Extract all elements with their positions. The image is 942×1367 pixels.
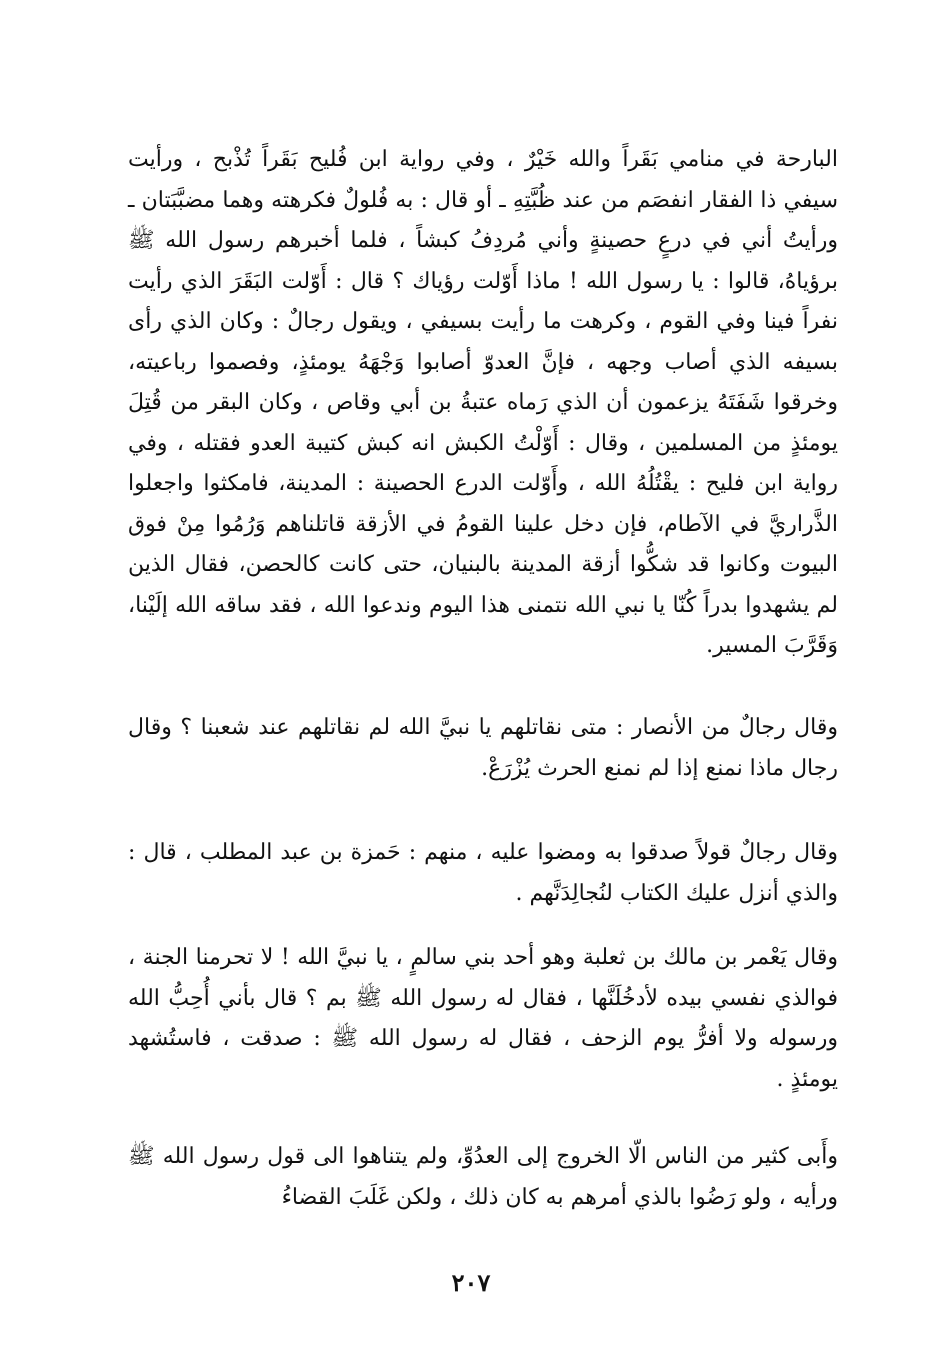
paragraph-2: وقال رجالٌ من الأنصار : متى نقاتلهم يا نبيَّ الله لم نقاتلهم عند شعبنا ؟ وقال رجال ماذا نمنع إذا لم نمنع الحرث يُزْرَعْ. <box>128 715 838 781</box>
paragraph-4: وقال يَعْمر بن مالك بن ثعلبة وهو أحد بني سالمٍ ، يا نبيَّ الله ! لا تحرمنا الجنة ، فوالذي نفسي بيده لأدخُلَنَّها ، فقال له رسول الله ﷺ بم ؟ قال بأني أُحِبُّ الله ورسوله ولا أفرُّ يوم الزحف ، فقال له رسول الله ﷺ : صدقت ، فاستُشهد يومئذٍ . <box>128 945 838 1092</box>
paragraph-5: وأَبى كثير من الناس الّا الخروج إلى العدُوِّ، ولم يتناهوا الى قول رسول الله ﷺ ورأيه ، ولو رَضُوا بالذي أمرهم به كان ذلك ، ولكن غَلَبَ القضاءُ <box>128 1144 838 1210</box>
paragraph-1: البارحة في منامي بَقَراً والله خَيْرٌ ، وفي رواية ابن فُليح بَقَراً تُذْبح ، ورأيت سيفي ذا الفقار انفصَم من عند ظُبَّتِهِ ـ أو قال : به فُلولٌ فكرهته وهما مضبَّبَتان ـ ورأيتُ أني في درعٍ حصينةٍ وأني مُردِفُ كبشاً ، فلما أخبرهم رسول الله ﷺ برؤياهُ، قالوا : يا رسول الله ! ماذا أَوّلت رؤياك ؟ قال : أَوّلت البَقَرَ الذي رأيت نفراً فينا وفي القوم ، وكرهت ما رأيت بسيفي ، ويقول رجالٌ : وكان الذي رأى بسيفه الذي أصاب وجهه ، فإنَّ العدوّ أصابوا وَجْهَهُ يومئذٍ، وفصموا رباعيته، وخرقوا شَفَتَهُ يزعمون أن الذي رَماه عتبةُ بن أبي وقاص ، وكان البقر من قُتِلَ يومئذٍ من المسلمين ، وقال : أَوّلْتُ الكبش انه كبش كتيبة العدو فقتله ، وفي رواية ابن فليح : يقْتُلُهُ الله ، وأَوّلت الدرع الحصينة : المدينة، فامكثوا واجعلوا الذَّراريَّ في الآطام، فإن دخل علينا القومُ في الأزقة قاتلناهم وَرُمُوا مِنْ فوق البيوت وكانوا قد شكُّوا أزقة المدينة بالبنيان، حتى كانت كالحصن، فقال الذين لم يشهدوا بدراً كُنّا يا نبي الله نتمنى هذا اليوم وندعوا الله ، فقد ساقه الله إلَيْنا، وَقَرَّبَ المسير. <box>128 147 838 658</box>
paragraph-3: وقال رجالٌ قولاً صدقوا به ومضوا عليه ، منهم : حَمزة بن عبد المطلب ، قال : والذي أنزل عليك الكتاب لنُجالِدَنَّهم . <box>128 840 838 906</box>
page-number: ٢٠٧ <box>451 1268 491 1297</box>
